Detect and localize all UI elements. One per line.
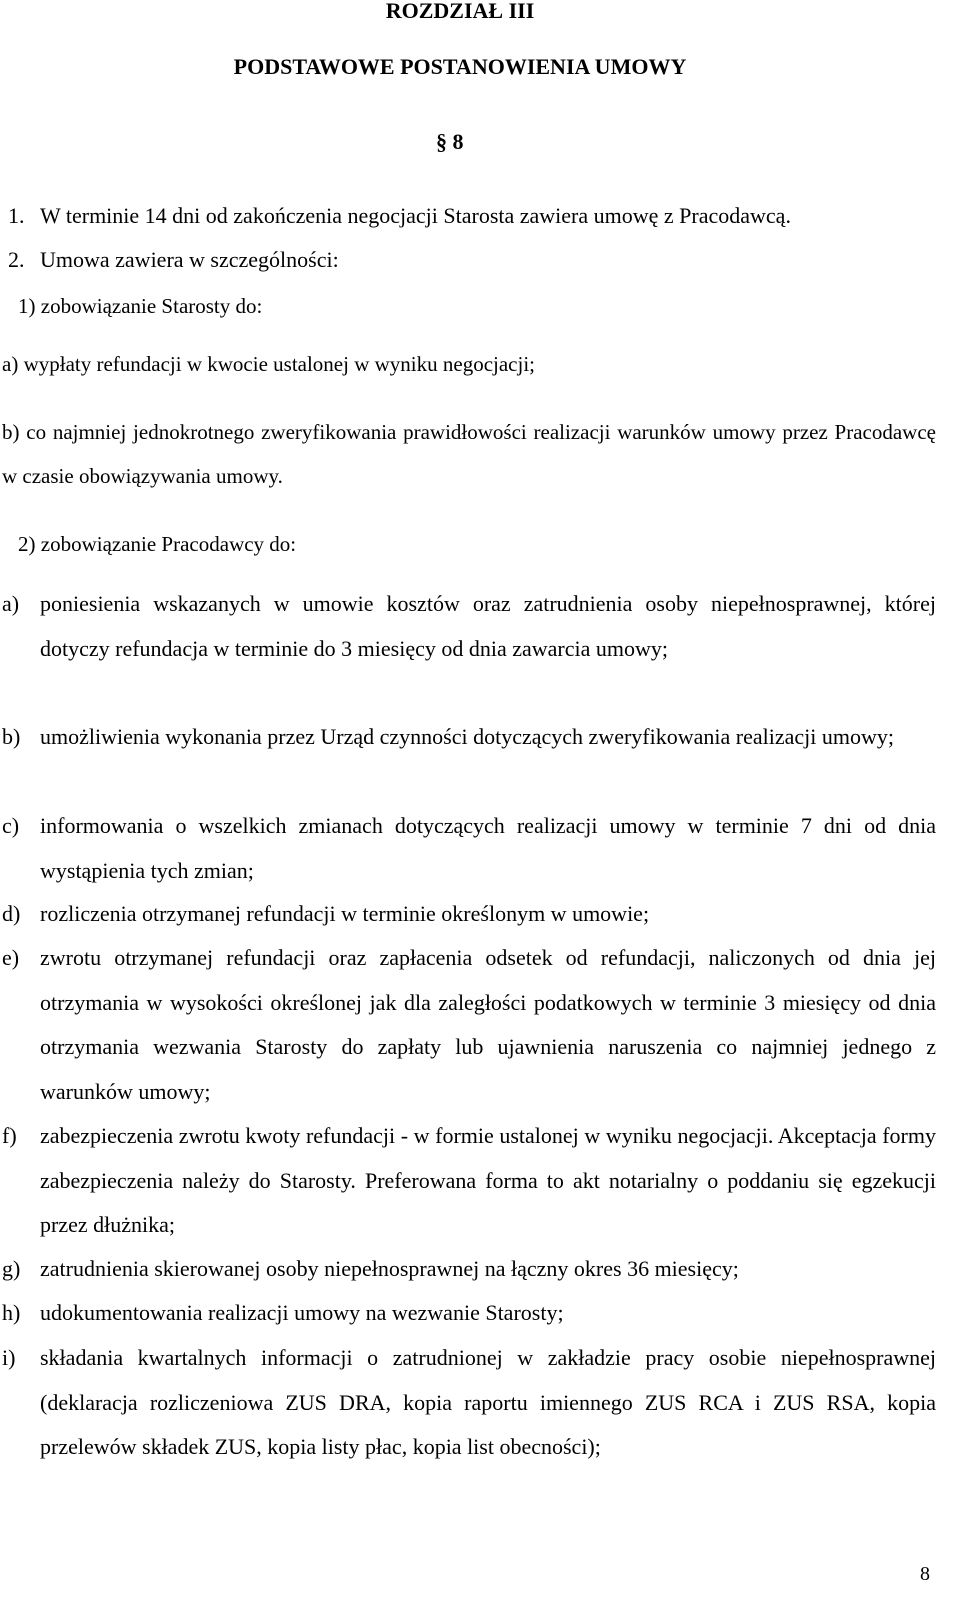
starosta-intro: 1) zobowiązanie Starosty do: xyxy=(18,294,263,318)
employer-intro: 2) zobowiązanie Pracodawcy do: xyxy=(18,532,297,556)
employer-item-d: rozliczenia otrzymanej refundacji w terminie określonym w umowie; xyxy=(40,901,650,926)
employer-item-g: zatrudnienia skierowanej osoby niepełnosprawnej na łączny okres 36 miesięcy; xyxy=(40,1256,739,1281)
section-number: § 8 xyxy=(436,129,464,154)
employer-item-g-label: g) xyxy=(2,1256,21,1281)
chapter-title: PODSTAWOWE POSTANOWIENIA UMOWY xyxy=(233,54,687,79)
employer-item-e-label: e) xyxy=(2,945,20,970)
employer-item-b-label: b) xyxy=(2,724,21,749)
paragraph-2-text: Umowa zawiera w szczególności: xyxy=(40,247,339,272)
employer-item-c-label: c) xyxy=(2,813,20,838)
employer-item-i: składania kwartalnych informacji o zatrudnionej w zakładzie pracy osobie niepełnosprawnej (deklaracja rozliczeniowa ZUS DRA, kopia raportu imiennego ZUS RCA i ZUS RSA, kopia przelewów składek ZUS, kopia listy płac, kopia list obecności); xyxy=(40,1345,936,1459)
starosta-item-a: a) wypłaty refundacji w kwocie ustalonej w wyniku negocjacji; xyxy=(2,352,535,376)
employer-item-i-label: i) xyxy=(2,1345,16,1370)
chapter-heading: ROZDZIAŁ III xyxy=(385,0,535,23)
employer-item-f: zabezpieczenia zwrotu kwoty refundacji - w formie ustalonej w wyniku negocjacji. Akceptacja formy zabezpieczenia należy do Starosty. Preferowana forma to akt notarialny o poddaniu się egzekucji przez dłużnika; xyxy=(40,1123,936,1237)
paragraph-1-text: W terminie 14 dni od zakończenia negocjacji Starosta zawiera umowę z Pracodawcą. xyxy=(40,203,791,228)
employer-item-h: udokumentowania realizacji umowy na wezwanie Starosty; xyxy=(40,1300,564,1325)
page-number: 8 xyxy=(920,1563,930,1585)
paragraph-2-label: 2. xyxy=(8,247,25,272)
employer-item-f-label: f) xyxy=(2,1123,17,1148)
employer-item-e: zwrotu otrzymanej refundacji oraz zapłacenia odsetek od refundacji, naliczonych od dnia jej otrzymania w wysokości określonej jak dla zaległości podatkowych w terminie 3 miesięcy od dnia otrzymania wezwania Starosty do zapłaty lub ujawnienia naruszenia co najmniej jednego z warunków umowy; xyxy=(40,945,936,1104)
starosta-item-b: b) co najmniej jednokrotnego zweryfikowania prawidłowości realizacji warunków umowy przez Pracodawcę w czasie obowiązywania umowy. xyxy=(2,420,936,488)
employer-item-b: umożliwienia wykonania przez Urząd czynności dotyczących zweryfikowania realizacji umowy; xyxy=(40,724,894,749)
paragraph-1-label: 1. xyxy=(8,203,25,228)
employer-item-a-label: a) xyxy=(2,591,20,616)
employer-item-d-label: d) xyxy=(2,901,21,926)
employer-item-a: poniesienia wskazanych w umowie kosztów oraz zatrudnienia osoby niepełnosprawnej, której dotyczy refundacja w terminie do 3 miesięcy od dnia zawarcia umowy; xyxy=(40,591,936,661)
employer-item-h-label: h) xyxy=(2,1300,21,1325)
employer-item-c: informowania o wszelkich zmianach dotyczących realizacji umowy w terminie 7 dni od dnia wystąpienia tych zmian; xyxy=(40,813,936,883)
